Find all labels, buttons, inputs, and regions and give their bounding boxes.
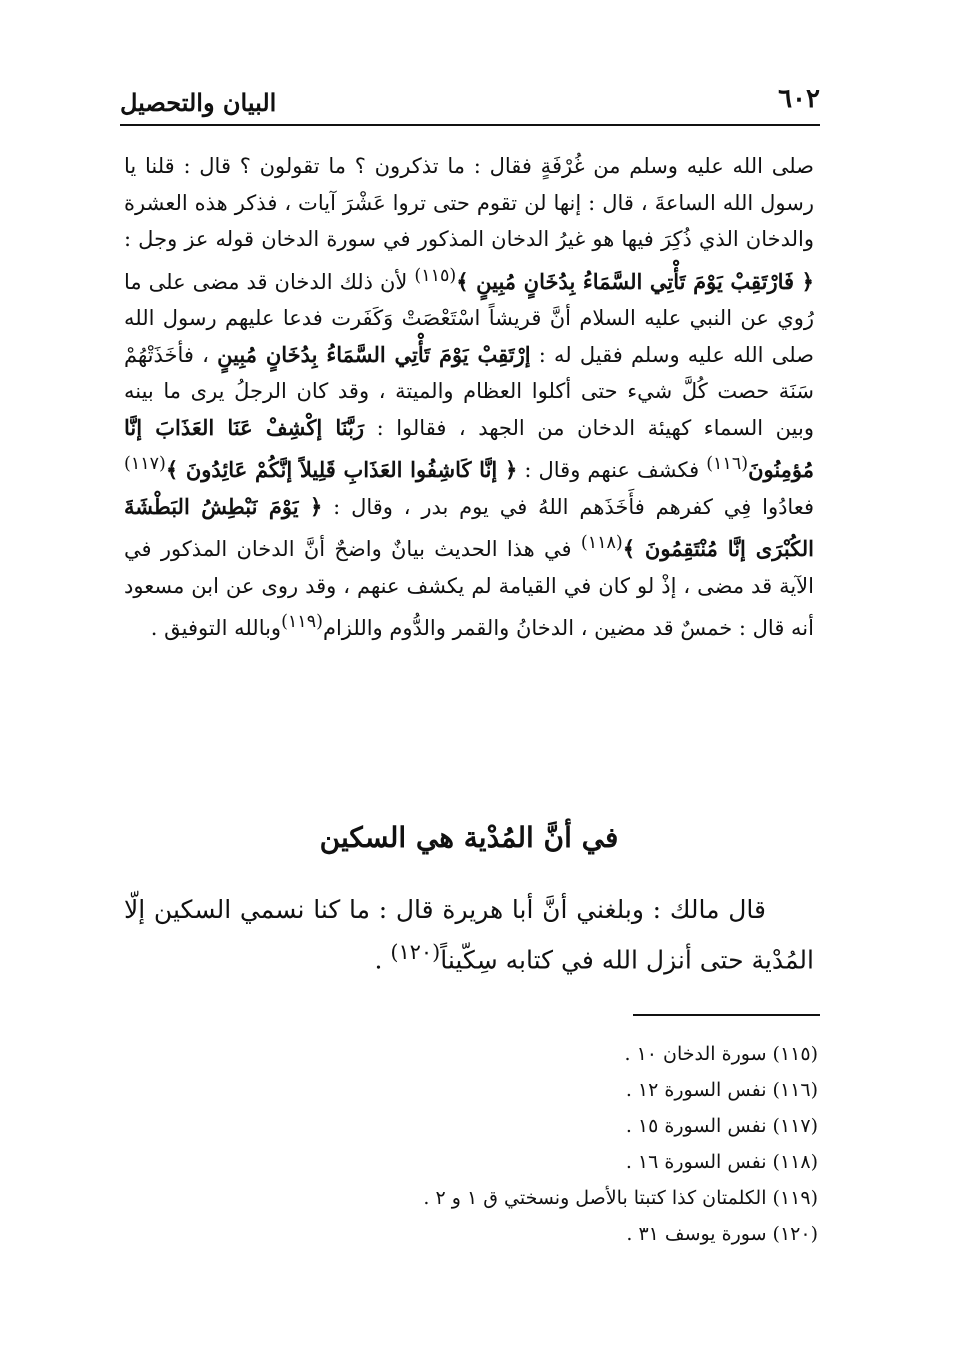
- page-header: [120, 82, 820, 122]
- quran-verse: إرْتَقِبْ يَوْمَ تَأْتِي السَّمَاءُ بِدُخَانٍ مُبِينٍ: [217, 341, 531, 367]
- quran-verse: ﴿ فَارْتَقِبْ يَوْمَ تَأْتِي السَّمَاءُ بِدُخَانٍ مُبِينٍ ﴾: [456, 268, 814, 294]
- footnote-ref: (١١٩): [281, 612, 323, 632]
- footnote-ref: (١٢٠): [390, 940, 441, 964]
- footnote-rule: [633, 1014, 820, 1016]
- text-segment: صلى الله عليه وسلم من غُرْفَةٍ فقال : ما تذكرون ؟ ما تقولون ؟ قال : قلنا يا رسول الله الساعةَ ، قال : إنها لن تقوم حتى تروا عَشْرَ آيات ، فذكر هذه العشرة والدخان الذي ذُكِرَ فيها هو غيرُ الدخان المذكور في سورة الدخان قوله عز وجل :: [124, 154, 814, 251]
- text-segment: في هذا الحديث بيانٌ واضحٌ أنَّ الدخان المذكور في الآية قد مضى ، إذْ لو كان في القيامة لم يكشف عنهم ، وقد روى عن ابن مسعود أنه قال : خمسٌ قد مضين ، الدخانُ والقمر والدُّوم واللزام: [124, 537, 814, 640]
- text-segment: فكشف عنهم وقال :: [517, 458, 707, 482]
- main-paragraph: [124, 148, 814, 647]
- quran-verse: ﴿ إنَّا كَاشِفُوا العَذَابِ قَلِيلاً إنَّكُمْ عَائِدُونَ ﴾: [165, 457, 518, 482]
- footnote: (١١٨) نفس السورة ١٦ .: [625, 1151, 818, 1173]
- footnote: (١١٩) الكلمتان كذا كتبتا بالأصل ونسختي ق ١ و ٢ .: [423, 1187, 818, 1209]
- main-text: [124, 148, 814, 647]
- footnote-ref: (١١٦): [706, 454, 749, 474]
- section-paragraph: [124, 888, 814, 981]
- header-rule: [120, 124, 820, 126]
- footnote: (١١٦) نفس السورة ١٢ .: [625, 1079, 818, 1101]
- text-segment: قال مالك : وبلغني أنَّ أبا هريرة قال : ما كنا نسمي السكين إلّا المُدْية حتى أنزل الله في كتابه سِكّيناً: [124, 895, 814, 975]
- section-heading: في أنَّ المُدْية هي السكين: [319, 821, 619, 854]
- quran-verse: ﴿ يَوْمَ نَبْطِشُ البَطْشَةَ الكُبْرَى إنَّا مُنْتَقِمُونَ ﴾: [124, 493, 814, 561]
- footnote-ref: (١١٥): [414, 265, 457, 286]
- footnote-ref: (١١٧): [124, 454, 166, 474]
- footnotes: [124, 1036, 818, 1252]
- text-segment: ، فأخَذَتْهُمْ سَنَة حصت كُلَّ شيء حتى أكلوا العظام والميتة ، وقد كان الرجلُ يرى ما بينه وبين السماء كهيئة الدخان من الجهد ، فقالوا :: [124, 342, 814, 440]
- section-text: [124, 888, 814, 981]
- quran-verse: رَبَّنَا إكْشِفْ عَنَا العَذَابَ إنَّا مُؤمِنُونَ: [124, 414, 815, 482]
- page-number: ٦٠٢: [778, 84, 820, 114]
- text-segment: لأن ذلك الدخان قد مضى على ما رُوي عن النبي عليه السلام أنَّ قريشاً اسْتَعْصَتْ وَكَفَرت فدعا عليهم رسول الله صلى الله عليه وسلم فقيل له :: [124, 269, 814, 367]
- text-segment: .: [374, 945, 391, 975]
- running-title: البيان والتحصيل: [120, 88, 277, 117]
- footnote-ref: (١١٨): [580, 533, 623, 553]
- text-segment: فعادُوا فِي كفرهم فأَخَذَهم اللهُ في يوم بدر ، وقال :: [322, 494, 814, 519]
- text-segment: وبالله التوفيق .: [150, 616, 282, 640]
- footnote: (١١٧) نفس السورة ١٥ .: [625, 1115, 818, 1137]
- footnote: (١١٥) سورة الدخان ١٠ .: [624, 1043, 818, 1065]
- footnote: (١٢٠) سورة يوسف ٣١ .: [626, 1223, 818, 1245]
